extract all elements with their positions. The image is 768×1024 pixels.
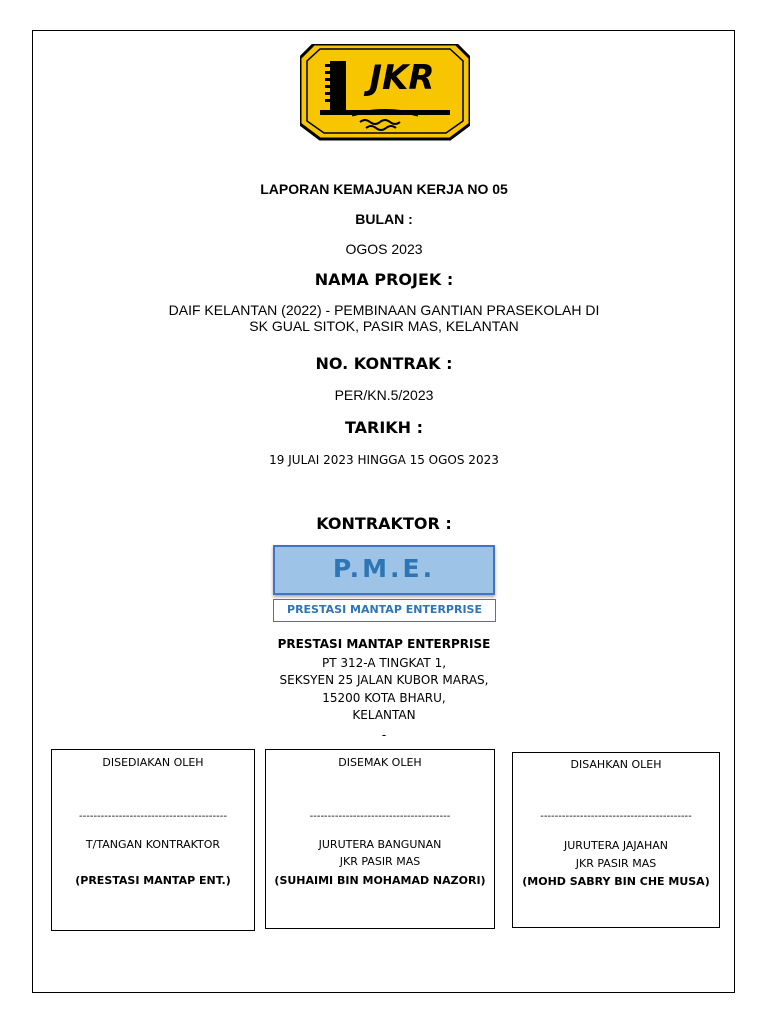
- contractor-address-2: SEKSYEN 25 JALAN KUBOR MARAS,: [279, 673, 489, 687]
- jkr-logo-text: JKR: [369, 58, 435, 98]
- bulan-label: BULAN :: [355, 211, 413, 227]
- signature-name: (MOHD SABRY BIN CHE MUSA): [522, 875, 710, 888]
- contractor-badge-subtitle-box: [273, 599, 496, 622]
- contractor-address-3: 15200 KOTA BHARU,: [322, 691, 446, 705]
- projek-label: NAMA PROJEK :: [314, 270, 454, 289]
- signature-box-approved: [512, 752, 720, 928]
- signature-role-1: JURUTERA JAJAHAN: [563, 839, 669, 852]
- signature-heading: DISAHKAN OLEH: [570, 758, 662, 771]
- signature-role-1: T/TANGAN KONTRAKTOR: [85, 838, 221, 851]
- signature-line: ------------------------------------------: [540, 811, 692, 822]
- signature-heading: DISEMAK OLEH: [338, 756, 422, 769]
- bulan-value: OGOS 2023: [345, 241, 423, 257]
- report-title: LAPORAN KEMAJUAN KERJA NO 05: [260, 181, 508, 197]
- tarikh-label: TARIKH :: [344, 418, 424, 437]
- kontrak-label: NO. KONTRAK :: [315, 354, 453, 373]
- contractor-name: PRESTASI MANTAP ENTERPRISE: [277, 637, 491, 651]
- contractor-address-5: -: [381, 728, 387, 742]
- signature-box-prepared: [51, 749, 255, 931]
- signature-heading: DISEDIAKAN OLEH: [102, 756, 204, 769]
- signature-line: ---------------------------------------: [309, 811, 451, 822]
- contractor-badge-subtitle: PRESTASI MANTAP ENTERPRISE: [287, 603, 482, 616]
- kontrak-value: PER/KN.5/2023: [334, 387, 434, 403]
- tarikh-value: 19 JULAI 2023 HINGGA 15 OGOS 2023: [269, 453, 499, 467]
- contractor-address-4: KELANTAN: [352, 708, 416, 722]
- kontraktor-label: KONTRAKTOR :: [316, 514, 452, 533]
- signature-role-1: JURUTERA BANGUNAN: [318, 838, 442, 851]
- projek-line-2: SK GUAL SITOK, PASIR MAS, KELANTAN: [249, 318, 519, 334]
- contractor-badge-title: P.M.E.: [332, 554, 436, 583]
- signature-name: (SUHAIMI BIN MOHAMAD NAZORI): [274, 874, 486, 887]
- contractor-badge: [273, 545, 495, 595]
- signature-role-2: JKR PASIR MAS: [339, 855, 421, 868]
- projek-line-1: DAIF KELANTAN (2022) - PEMBINAAN GANTIAN PRASEKOLAH DI: [168, 302, 600, 318]
- signature-role-2: JKR PASIR MAS: [575, 857, 657, 870]
- contractor-address-1: PT 312-A TINGKAT 1,: [321, 656, 447, 670]
- signature-box-checked: [265, 749, 495, 929]
- signature-line: -----------------------------------------: [79, 811, 227, 822]
- signature-name: (PRESTASI MANTAP ENT.): [75, 874, 231, 887]
- jkr-logo: [300, 44, 470, 149]
